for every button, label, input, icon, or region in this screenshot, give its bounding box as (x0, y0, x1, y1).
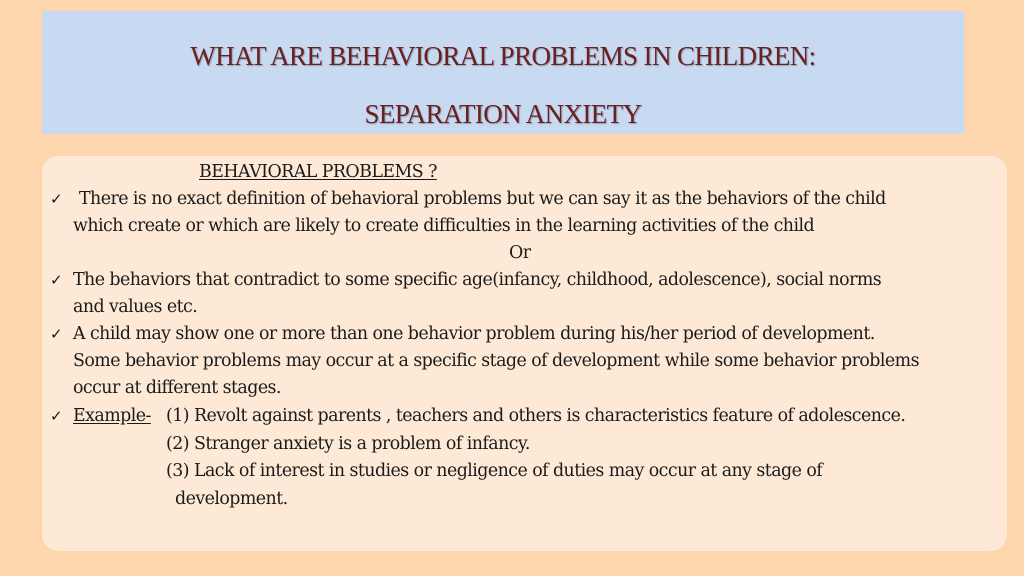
example-2: (2) Stranger anxiety is a problem of infancy. (166, 434, 530, 454)
bullet-1-line-1: There is no exact definition of behavioral problems but we can say it as the behaviors of the child (79, 189, 886, 209)
check-icon: ✓ (50, 407, 63, 425)
or-separator: Or (509, 243, 531, 263)
bullet-2-line-2: and values etc. (73, 297, 198, 317)
bullet-3-line-2: Some behavior problems may occur at a specific stage of development while some behavior problems (73, 351, 919, 371)
section-heading: BEHAVIORAL PROBLEMS ? (199, 162, 437, 182)
check-icon: ✓ (50, 271, 63, 289)
title-line-2: SEPARATION ANXIETY (364, 99, 642, 129)
bullet-1-line-2: which create or which are likely to create difficulties in the learning activities of the child (73, 216, 815, 236)
check-icon: ✓ (50, 190, 63, 208)
bullet-3-line-3: occur at different stages. (73, 378, 281, 398)
example-label: Example- (73, 406, 151, 426)
example-1: (1) Revolt against parents , teachers and others is characteristics feature of adolescence. (166, 406, 906, 426)
bullet-3-line-1: A child may show one or more than one behavior problem during his/her period of development. (73, 324, 875, 344)
check-icon: ✓ (50, 325, 63, 343)
title-line-1: WHAT ARE BEHAVIORAL PROBLEMS IN CHILDREN: (190, 41, 816, 71)
example-3-line-2: development. (175, 489, 288, 509)
example-3-line-1: (3) Lack of interest in studies or negligence of duties may occur at any stage of (166, 461, 823, 481)
title-banner (42, 11, 964, 134)
bullet-2-line-1: The behaviors that contradict to some specific age(infancy, childhood, adolescence), social norms (73, 270, 882, 290)
